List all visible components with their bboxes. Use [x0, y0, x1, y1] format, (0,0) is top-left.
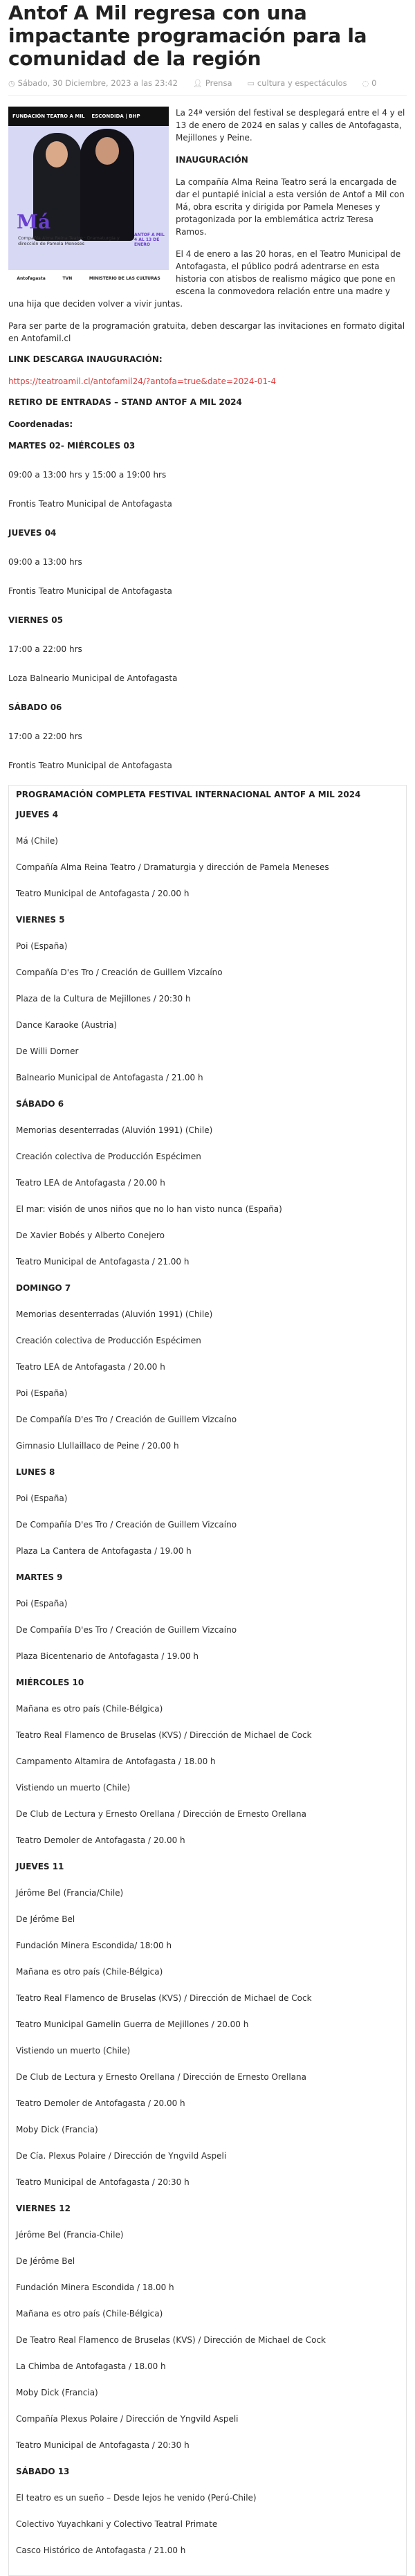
- poster-top-mid: ESCONDIDA | BHP: [91, 114, 140, 119]
- programacion-item: Mañana es otro país (Chile-Bélgica): [16, 2309, 163, 2319]
- programacion-item: Campamento Altamira de Antofagasta / 18.00 h: [16, 1757, 216, 1766]
- inauguracion-download-link[interactable]: https://teatroamil.cl/antofamil24/?antofa=true&date=2024-01-4: [8, 377, 277, 386]
- programacion-item: Teatro LEA de Antofagasta / 20.00 h: [16, 1362, 165, 1372]
- poster-footer-2: TVN: [62, 275, 73, 281]
- intro-paragraph-2: La compañía Alma Reina Teatro será la encargada de dar el puntapié inicial a esta versión de Antof a Mil con Má, obra escrita y dirigida por Pamela Meneses y protagonizada por la emblemática actriz Teresa Ramos.: [176, 177, 405, 237]
- schedule-line: 09:00 a 13:00 hrs y 15:00 a 19:00 hrs: [8, 470, 167, 480]
- programacion-day: JUEVES 4: [16, 810, 59, 819]
- article-author-link[interactable]: Prensa: [205, 78, 232, 88]
- poster-footer-3: MINISTERIO DE LAS CULTURAS: [89, 275, 160, 281]
- programacion-item: Vistiendo un muerto (Chile): [16, 1783, 131, 1793]
- programacion-item: Vistiendo un muerto (Chile): [16, 2046, 131, 2056]
- programacion-day: LUNES 8: [16, 1467, 55, 1477]
- programacion-list: [16, 809, 399, 2556]
- programacion-item: Gimnasio Llullaillaco de Peine / 20.00 h: [16, 1441, 179, 1451]
- poster-sponsor-bar: [8, 270, 169, 287]
- programacion-item: El teatro es un sueño – Desde lejos he venido (Perú-Chile): [16, 2493, 257, 2503]
- article-comments-link[interactable]: 0: [371, 78, 377, 88]
- schedule-day: MARTES 02- MIÉRCOLES 03: [8, 441, 136, 451]
- inauguracion-heading: INAUGURACIÓN: [176, 155, 248, 165]
- programacion-item: Compañía Alma Reina Teatro / Dramaturgia y dirección de Pamela Meneses: [16, 862, 329, 872]
- programacion-item: Creación colectiva de Producción Espécimen: [16, 1152, 201, 1161]
- poster-topbar: [8, 107, 169, 126]
- programacion-item: De Jérôme Bel: [16, 1914, 75, 1924]
- programacion-day: DOMINGO 7: [16, 1283, 71, 1293]
- programacion-item: Casco Histórico de Antofagasta / 21.00 h: [16, 2546, 186, 2555]
- intro-paragraph-1: La 24ª versión del festival se desplegará entre el 4 y el 13 de enero de 2024 en salas y calles de Antofagasta, Mejillones y Peine.: [176, 108, 405, 143]
- programacion-day: SÁBADO 13: [16, 2467, 70, 2476]
- intro-paragraph-4: Para ser parte de la programación gratuita, deben descargar las invitaciones en formato digital en Antofamil.cl: [8, 321, 405, 343]
- programacion-item: Poi (España): [16, 1599, 68, 1608]
- poster-footer-1: Antofagasta: [17, 275, 46, 281]
- programacion-item: Teatro Real Flamenco de Bruselas (KVS) / Dirección de Michael de Cock: [16, 1730, 312, 1740]
- programacion-item: Teatro Demoler de Antofagasta / 20.00 h: [16, 1835, 185, 1845]
- schedule-line: Loza Balneario Municipal de Antofagasta: [8, 673, 178, 683]
- programacion-day: VIERNES 12: [16, 2204, 71, 2213]
- programacion-item: Jérôme Bel (Francia-Chile): [16, 2230, 124, 2240]
- coords-heading: Coordenadas:: [8, 419, 73, 429]
- programacion-item: De Club de Lectura y Ernesto Orellana / Dirección de Ernesto Orellana: [16, 2072, 306, 2082]
- programacion-item: Memorias desenterradas (Aluvión 1991) (Chile): [16, 1125, 213, 1135]
- programacion-item: Teatro LEA de Antofagasta / 20.00 h: [16, 1178, 165, 1188]
- programacion-item: Fundación Minera Escondida / 18.00 h: [16, 2283, 174, 2292]
- schedule-day: VIERNES 05: [8, 615, 63, 625]
- article-intro: [8, 107, 407, 320]
- schedule-day: JUEVES 04: [8, 528, 57, 538]
- poster-side-tag: ANTOF A MIL 4 AL 13 DE ENERO: [134, 233, 165, 247]
- programacion-item: De Willi Dorner: [16, 1046, 79, 1056]
- programacion-item: Teatro Real Flamenco de Bruselas (KVS) / Dirección de Michael de Cock: [16, 1993, 312, 2003]
- programacion-item: Balneario Municipal de Antofagasta / 21.00 h: [16, 1073, 203, 1082]
- programacion-item: De Compañía D'es Tro / Creación de Guillem Vizcaíno: [16, 1415, 237, 1424]
- programacion-item: Jérôme Bel (Francia/Chile): [16, 1888, 124, 1898]
- programacion-item: De Club de Lectura y Ernesto Orellana / Dirección de Ernesto Orellana: [16, 1809, 306, 1819]
- intro-paragraph-3: El 4 de enero a las 20 horas, en el Teatro Municipal de Antofagasta, el público podrá adentrarse en esta historia con atisbos de realismo mágico que pone en escena la conmovedora relación entre una madre y una hija que deciden volver a vivir juntas.: [8, 249, 401, 309]
- programacion-item: La Chimba de Antofagasta / 18.00 h: [16, 2361, 166, 2371]
- clock-icon: ◷: [8, 78, 15, 88]
- programacion-day: VIERNES 5: [16, 915, 65, 925]
- schedule-line: 09:00 a 13:00 hrs: [8, 557, 82, 567]
- programacion-item: De Compañía D'es Tro / Creación de Guillem Vizcaíno: [16, 1520, 237, 1530]
- programacion-item: Plaza Bicentenario de Antofagasta / 19.00 h: [16, 1651, 199, 1661]
- programacion-item: Plaza La Cantera de Antofagasta / 19.00 h: [16, 1546, 192, 1556]
- programacion-title: PROGRAMACIÓN COMPLETA FESTIVAL INTERNACIONAL ANTOF A MIL 2024: [16, 790, 361, 799]
- programacion-item: Mañana es otro país (Chile-Bélgica): [16, 1704, 163, 1714]
- article-category-link[interactable]: cultura y espectáculos: [257, 78, 347, 88]
- programacion-item: Creación colectiva de Producción Espécimen: [16, 1336, 201, 1345]
- programacion-item: De Jérôme Bel: [16, 2256, 75, 2266]
- article: [0, 1, 415, 2576]
- programacion-item: Compañía D'es Tro / Creación de Guillem Vizcaíno: [16, 968, 223, 977]
- schedule-day: SÁBADO 06: [8, 702, 62, 712]
- programacion-item: Má (Chile): [16, 836, 58, 846]
- programacion-day: MIÉRCOLES 10: [16, 1678, 84, 1687]
- schedule-line: 17:00 a 22:00 hrs: [8, 644, 82, 654]
- poster-caption: Compañía Alma Reina Teatro · Dramaturgia y dirección de Pamela Meneses: [18, 235, 120, 246]
- link-heading: LINK DESCARGA INAUGURACIÓN:: [8, 354, 163, 364]
- programacion-box: [8, 785, 407, 2576]
- ticket-schedule: [8, 440, 407, 771]
- folder-icon: ▭: [247, 78, 255, 88]
- poster-top-left: FUNDACIÓN TEATRO A MIL: [12, 114, 85, 119]
- programacion-day: JUEVES 11: [16, 1862, 64, 1871]
- programacion-item: Memorias desenterradas (Aluvión 1991) (Chile): [16, 1309, 213, 1319]
- programacion-item: Mañana es otro país (Chile-Bélgica): [16, 1967, 163, 1977]
- programacion-day: SÁBADO 6: [16, 1099, 64, 1109]
- programacion-item: Moby Dick (Francia): [16, 2388, 98, 2397]
- article-date: Sábado, 30 Diciembre, 2023 a las 23:42: [17, 78, 178, 88]
- programacion-item: Teatro Municipal de Antofagasta / 20.00 h: [16, 889, 190, 898]
- programacion-item: Teatro Demoler de Antofagasta / 20.00 h: [16, 2098, 185, 2108]
- poster-face-right: [95, 137, 119, 165]
- programacion-item: Fundación Minera Escondida/ 18:00 h: [16, 1941, 172, 1950]
- programacion-item: Moby Dick (Francia): [16, 2125, 98, 2134]
- programacion-item: El mar: visión de unos niños que no lo han visto nunca (España): [16, 1204, 282, 1214]
- programacion-item: Teatro Municipal Gamelin Guerra de Mejillones / 20.00 h: [16, 2020, 249, 2029]
- programacion-item: Compañía Plexus Polaire / Dirección de Yngvild Aspeli: [16, 2414, 239, 2424]
- poster-face-left: [46, 141, 68, 167]
- programacion-item: Poi (España): [16, 1494, 68, 1503]
- programacion-item: Poi (España): [16, 941, 68, 951]
- programacion-item: De Teatro Real Flamenco de Bruselas (KVS) / Dirección de Michael de Cock: [16, 2335, 326, 2345]
- programacion-item: Teatro Municipal de Antofagasta / 20:30 h: [16, 2177, 190, 2187]
- programacion-item: Teatro Municipal de Antofagasta / 20:30 h: [16, 2440, 190, 2450]
- article-title: Antof A Mil regresa con una impactante programación para la comunidad de la región: [8, 1, 367, 70]
- schedule-line: Frontis Teatro Municipal de Antofagasta: [8, 586, 172, 596]
- poster-big-title: Má: [17, 210, 51, 233]
- programacion-item: Colectivo Yuyachkani y Colectivo Teatral Primate: [16, 2519, 218, 2529]
- user-icon: 👤︎: [192, 78, 203, 88]
- programacion-item: Teatro Municipal de Antofagasta / 21.00 h: [16, 1257, 190, 1267]
- schedule-line: Frontis Teatro Municipal de Antofagasta: [8, 499, 172, 509]
- programacion-day: MARTES 9: [16, 1572, 63, 1582]
- comment-icon: ◌: [362, 78, 369, 88]
- programacion-item: Plaza de la Cultura de Mejillones / 20:30 h: [16, 994, 191, 1004]
- programacion-item: De Compañía D'es Tro / Creación de Guillem Vizcaíno: [16, 1625, 237, 1635]
- schedule-line: Frontis Teatro Municipal de Antofagasta: [8, 761, 172, 770]
- schedule-line: 17:00 a 22:00 hrs: [8, 732, 82, 741]
- article-meta: [8, 78, 407, 96]
- retiro-heading: RETIRO DE ENTRADAS – STAND ANTOF A MIL 2024: [8, 397, 242, 407]
- festival-poster-image[interactable]: [8, 107, 169, 287]
- programacion-item: De Xavier Bobés y Alberto Conejero: [16, 1231, 165, 1240]
- programacion-item: De Cía. Plexus Polaire / Dirección de Yngvild Aspeli: [16, 2151, 227, 2161]
- programacion-item: Poi (España): [16, 1388, 68, 1398]
- programacion-item: Dance Karaoke (Austria): [16, 1020, 118, 1030]
